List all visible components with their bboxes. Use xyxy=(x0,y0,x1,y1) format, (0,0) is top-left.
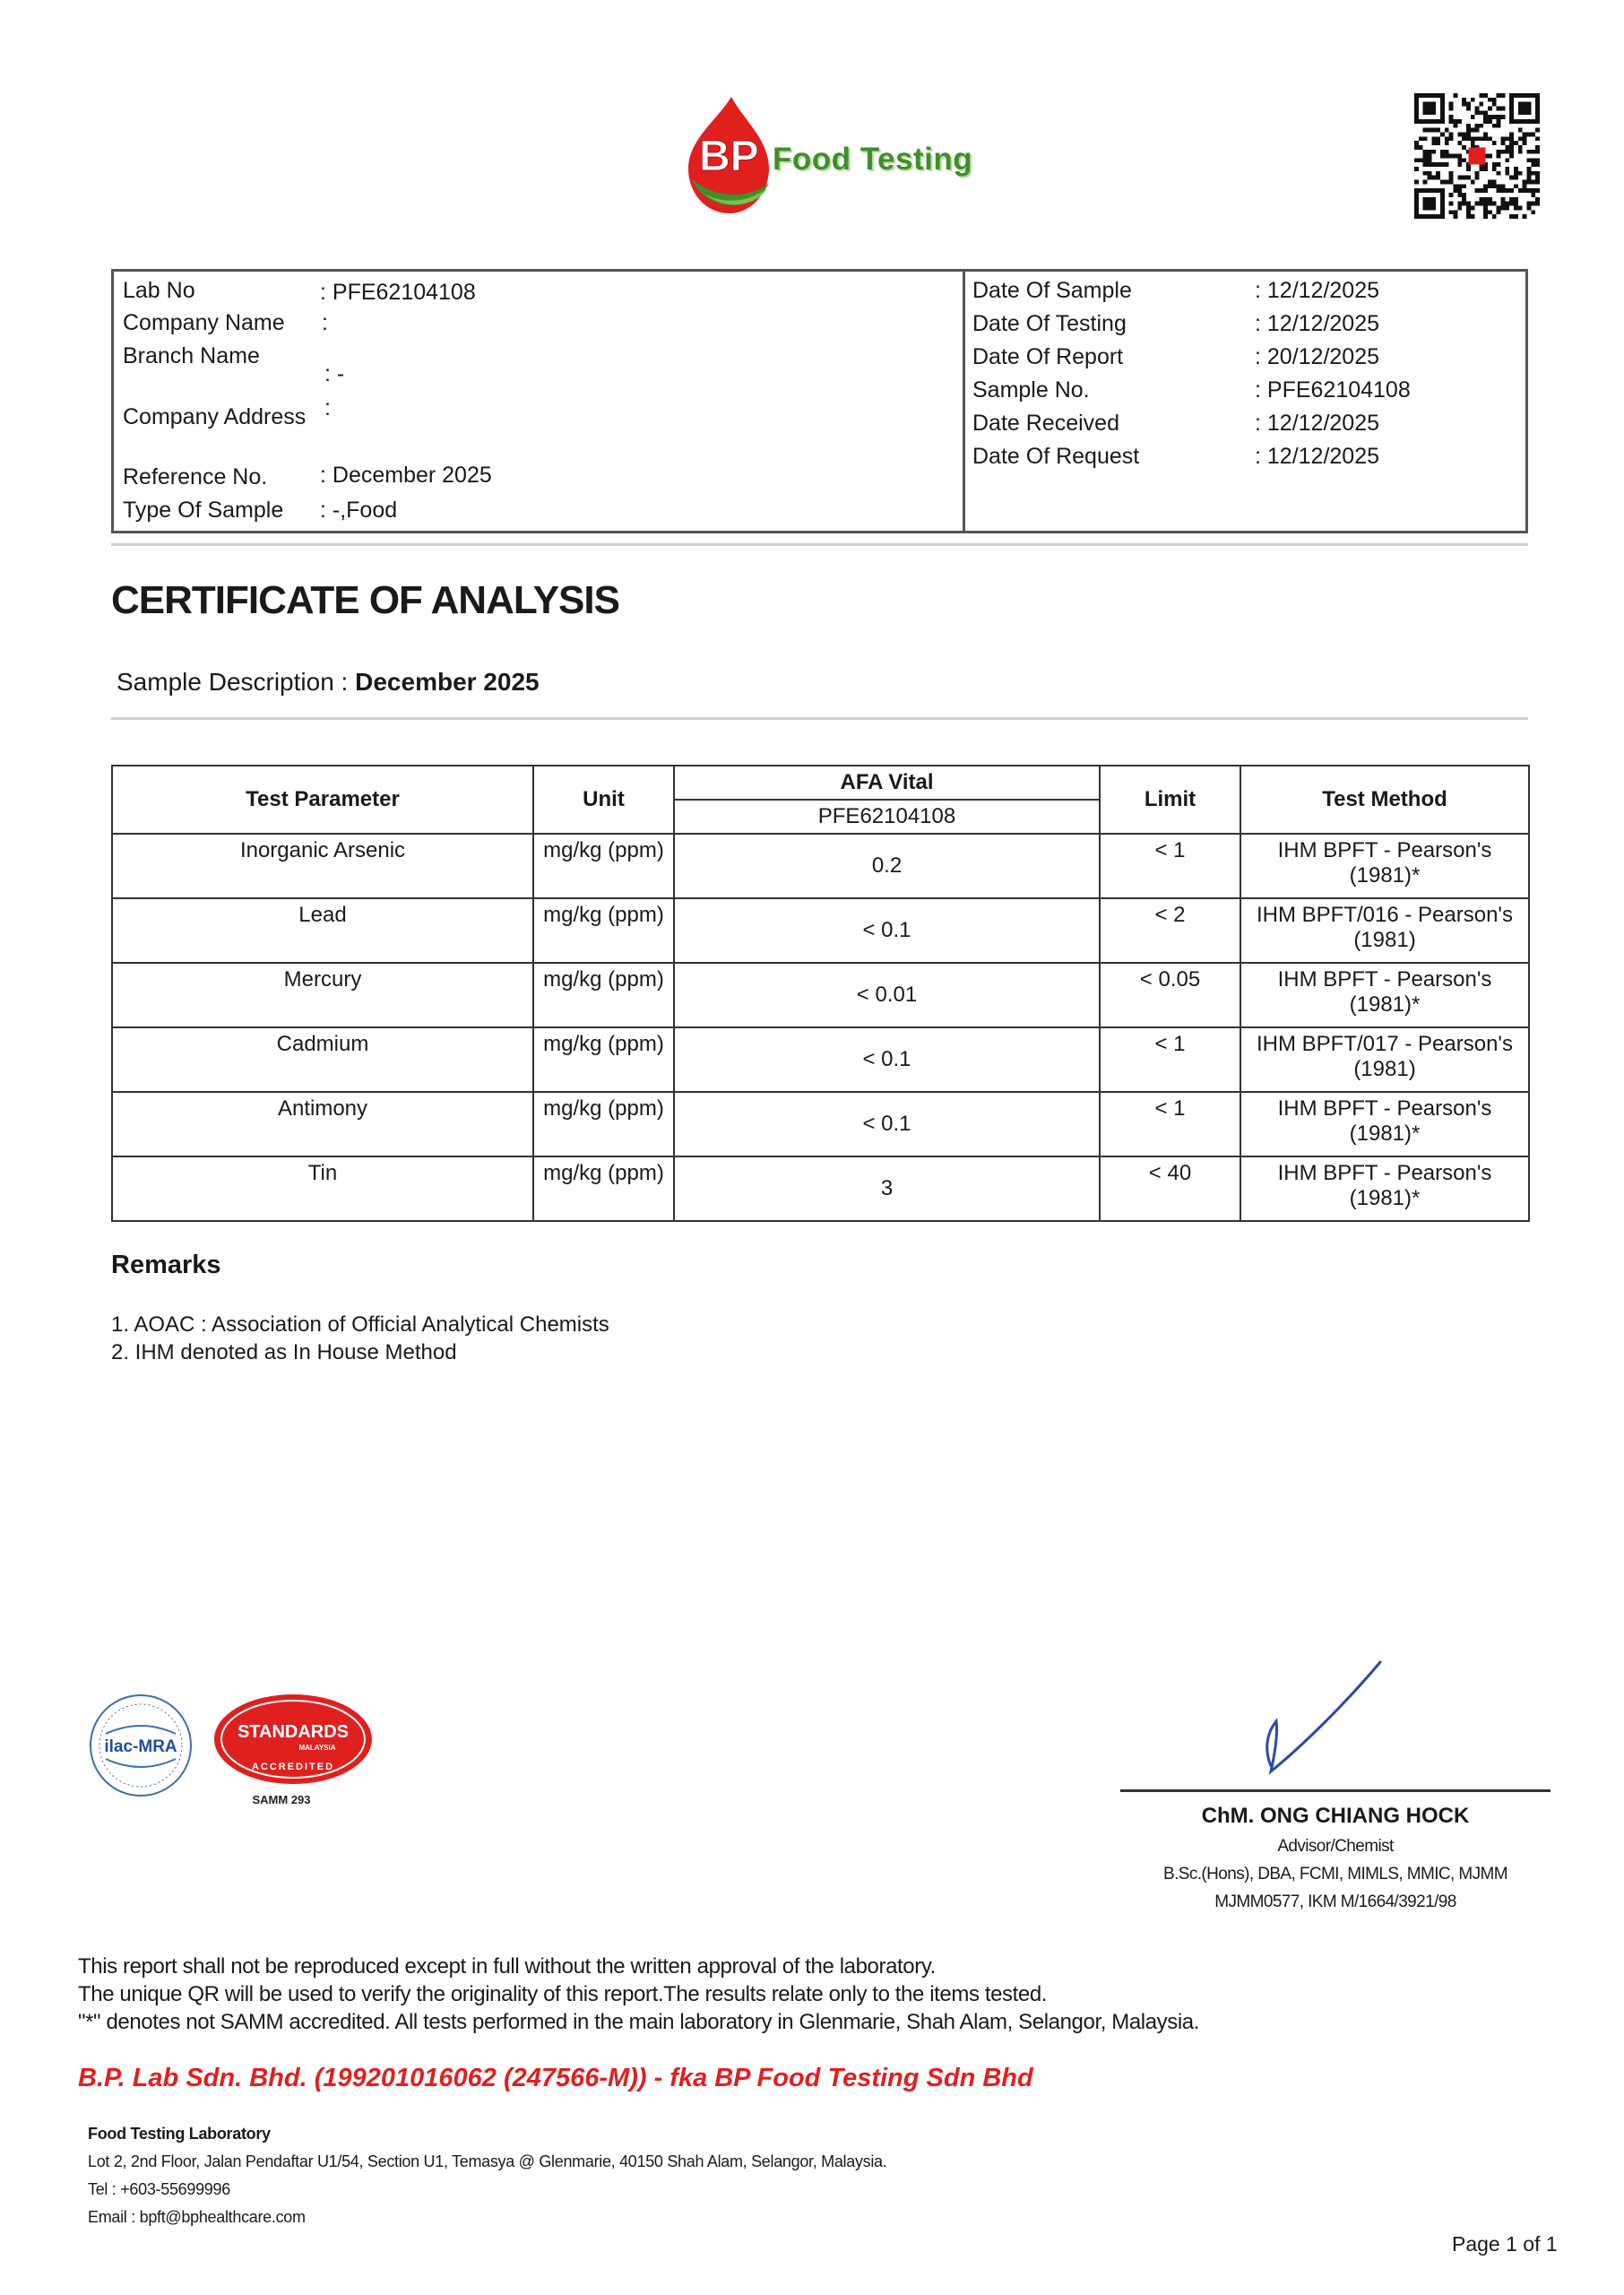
lab-title: Food Testing Laboratory xyxy=(88,2125,271,2143)
remark-item: 2. IHM denoted as In House Method xyxy=(111,1340,457,1364)
info-label: Date Of Request xyxy=(972,444,1140,469)
disclaimer-line: The unique QR will be used to verify the originality of this report.The results relate only to the items tested. xyxy=(78,1982,1048,2006)
signature-line xyxy=(1120,1789,1551,1792)
info-label: Date Of Report xyxy=(972,344,1124,369)
remarks-list xyxy=(111,1311,609,1366)
header-sample-no: PFE62104108 xyxy=(674,800,1100,834)
cell-method: IHM BPFT/017 - Pearson's (1981) xyxy=(1240,1027,1529,1092)
cell-result: 3 xyxy=(674,1156,1100,1221)
sample-description-label: Sample Description : xyxy=(117,668,349,696)
info-value: : xyxy=(324,395,331,420)
sample-info-left xyxy=(114,272,965,531)
info-value: : December 2025 xyxy=(320,463,492,488)
standards-text: STANDARDS xyxy=(237,1722,350,1742)
cell-result: 0.2 xyxy=(674,834,1100,898)
logo-initials: BP xyxy=(699,133,759,180)
results-table xyxy=(111,765,1530,1222)
cell-parameter: Inorganic Arsenic xyxy=(112,834,533,898)
cell-unit: mg/kg (ppm) xyxy=(533,834,674,898)
cell-parameter: Mercury xyxy=(112,963,533,1027)
signatory-role: Advisor/Chemist xyxy=(1277,1837,1394,1856)
cell-parameter: Tin xyxy=(112,1156,533,1221)
cell-unit: mg/kg (ppm) xyxy=(533,1092,674,1156)
info-value: : -,Food xyxy=(320,498,398,523)
info-label: Date Of Sample xyxy=(972,278,1132,303)
info-label: Branch Name xyxy=(123,343,260,368)
standards-malaysia-logo xyxy=(210,1693,376,1809)
info-label: Lab No xyxy=(123,278,195,303)
info-label: Type Of Sample xyxy=(123,498,284,523)
cell-result: < 0.1 xyxy=(674,1092,1100,1156)
info-value: : PFE62104108 xyxy=(320,280,476,305)
cell-unit: mg/kg (ppm) xyxy=(533,1156,674,1221)
signature xyxy=(1237,1650,1416,1784)
cell-parameter: Cadmium xyxy=(112,1027,533,1092)
table-row xyxy=(112,1156,1529,1221)
cell-unit: mg/kg (ppm) xyxy=(533,963,674,1027)
info-value: : 12/12/2025 xyxy=(1255,411,1380,436)
info-value: : 12/12/2025 xyxy=(1255,444,1380,469)
cell-unit: mg/kg (ppm) xyxy=(533,1027,674,1092)
info-label: Date Received xyxy=(972,411,1119,436)
remarks-title: Remarks xyxy=(111,1251,221,1279)
info-label: Date Of Testing xyxy=(972,311,1127,336)
disclaimer-line: This report shall not be reproduced except in full without the written approval of the laboratory. xyxy=(78,1954,936,1979)
signatory-qualifications: B.Sc.(Hons), DBA, FCMI, MIMLS, MMIC, MJMM xyxy=(1163,1865,1507,1884)
sample-description-value: December 2025 xyxy=(355,668,540,696)
disclaimer-line: "*" denotes not SAMM accredited. All tests performed in the main laboratory in Glenmarie, Shah Alam, Selangor, Malaysia. xyxy=(78,2010,1200,2034)
lab-contact-block xyxy=(88,2120,886,2231)
signatory-name: ChM. ONG CHIANG HOCK xyxy=(1201,1804,1470,1828)
table-row xyxy=(112,834,1529,898)
table-row xyxy=(112,898,1529,963)
signatory-registration: MJMM0577, IKM M/1664/3921/98 xyxy=(1214,1892,1456,1911)
cell-result: < 0.1 xyxy=(674,898,1100,963)
disclaimer xyxy=(78,1953,1199,2036)
table-row xyxy=(112,1027,1529,1092)
info-label: Reference No. xyxy=(123,464,268,489)
info-value: : 20/12/2025 xyxy=(1255,344,1380,369)
cell-method: IHM BPFT - Pearson's (1981)* xyxy=(1240,1092,1529,1156)
cell-limit: < 1 xyxy=(1100,834,1240,898)
cell-limit: < 1 xyxy=(1100,1027,1240,1092)
cell-limit: < 1 xyxy=(1100,1092,1240,1156)
samm-number: SAMM 293 xyxy=(252,1793,311,1806)
cell-method: IHM BPFT - Pearson's (1981)* xyxy=(1240,834,1529,898)
cell-parameter: Lead xyxy=(112,898,533,963)
page-title: CERTIFICATE OF ANALYSIS xyxy=(111,578,619,622)
info-value: : 12/12/2025 xyxy=(1255,278,1380,303)
info-label: Company Address xyxy=(123,404,307,429)
header-sample-name: AFA Vital xyxy=(674,766,1100,800)
header-limit: Limit xyxy=(1100,766,1240,834)
ilac-text: ilac-MRA xyxy=(104,1737,177,1756)
table-row xyxy=(112,1092,1529,1156)
header-test-method: Test Method xyxy=(1240,766,1529,834)
lab-tel: Tel : +603-55699996 xyxy=(88,2180,230,2198)
logo-text: Food Testing xyxy=(773,142,973,177)
standards-accredited: ACCREDITED xyxy=(251,1762,335,1772)
info-value: : xyxy=(322,310,328,335)
header-test-parameter: Test Parameter xyxy=(112,766,533,834)
divider xyxy=(111,543,1528,546)
sample-info-box xyxy=(111,269,1528,533)
cell-result: < 0.01 xyxy=(674,963,1100,1027)
cell-limit: < 2 xyxy=(1100,898,1240,963)
lab-email: Email : bpft@bphealthcare.com xyxy=(88,2208,306,2226)
company-name: B.P. Lab Sdn. Bhd. (199201016062 (247566-M)) - fka BP Food Testing Sdn Bhd xyxy=(78,2064,1033,2092)
cell-unit: mg/kg (ppm) xyxy=(533,898,674,963)
cell-result: < 0.1 xyxy=(674,1027,1100,1092)
cell-method: IHM BPFT/016 - Pearson's (1981) xyxy=(1240,898,1529,963)
cell-parameter: Antimony xyxy=(112,1092,533,1156)
remark-item: 1. AOAC : Association of Official Analytical Chemists xyxy=(111,1312,609,1337)
sample-info-right xyxy=(965,272,1525,531)
info-value: : - xyxy=(324,361,345,386)
standards-country: MALAYSIA xyxy=(298,1744,336,1752)
cell-method: IHM BPFT - Pearson's (1981)* xyxy=(1240,1156,1529,1221)
divider xyxy=(111,717,1528,720)
qr-code-icon xyxy=(1414,93,1540,219)
info-value: : 12/12/2025 xyxy=(1255,311,1380,336)
header-unit: Unit xyxy=(533,766,674,834)
info-label: Sample No. xyxy=(972,377,1090,403)
cell-method: IHM BPFT - Pearson's (1981)* xyxy=(1240,963,1529,1027)
ilac-mra-logo xyxy=(88,1693,194,1798)
cell-limit: < 0.05 xyxy=(1100,963,1240,1027)
table-row xyxy=(112,963,1529,1027)
sample-description xyxy=(117,668,540,697)
cell-limit: < 40 xyxy=(1100,1156,1240,1221)
signatory-block xyxy=(1120,1800,1551,1916)
lab-address: Lot 2, 2nd Floor, Jalan Pendaftar U1/54, Section U1, Temasya @ Glenmarie, 40150 Shah Alam, Selangor, Malaysia. xyxy=(88,2152,887,2170)
page-number: Page 1 of 1 xyxy=(1452,2232,1558,2256)
info-label: Company Name xyxy=(123,310,285,335)
info-value: : PFE62104108 xyxy=(1255,377,1411,403)
